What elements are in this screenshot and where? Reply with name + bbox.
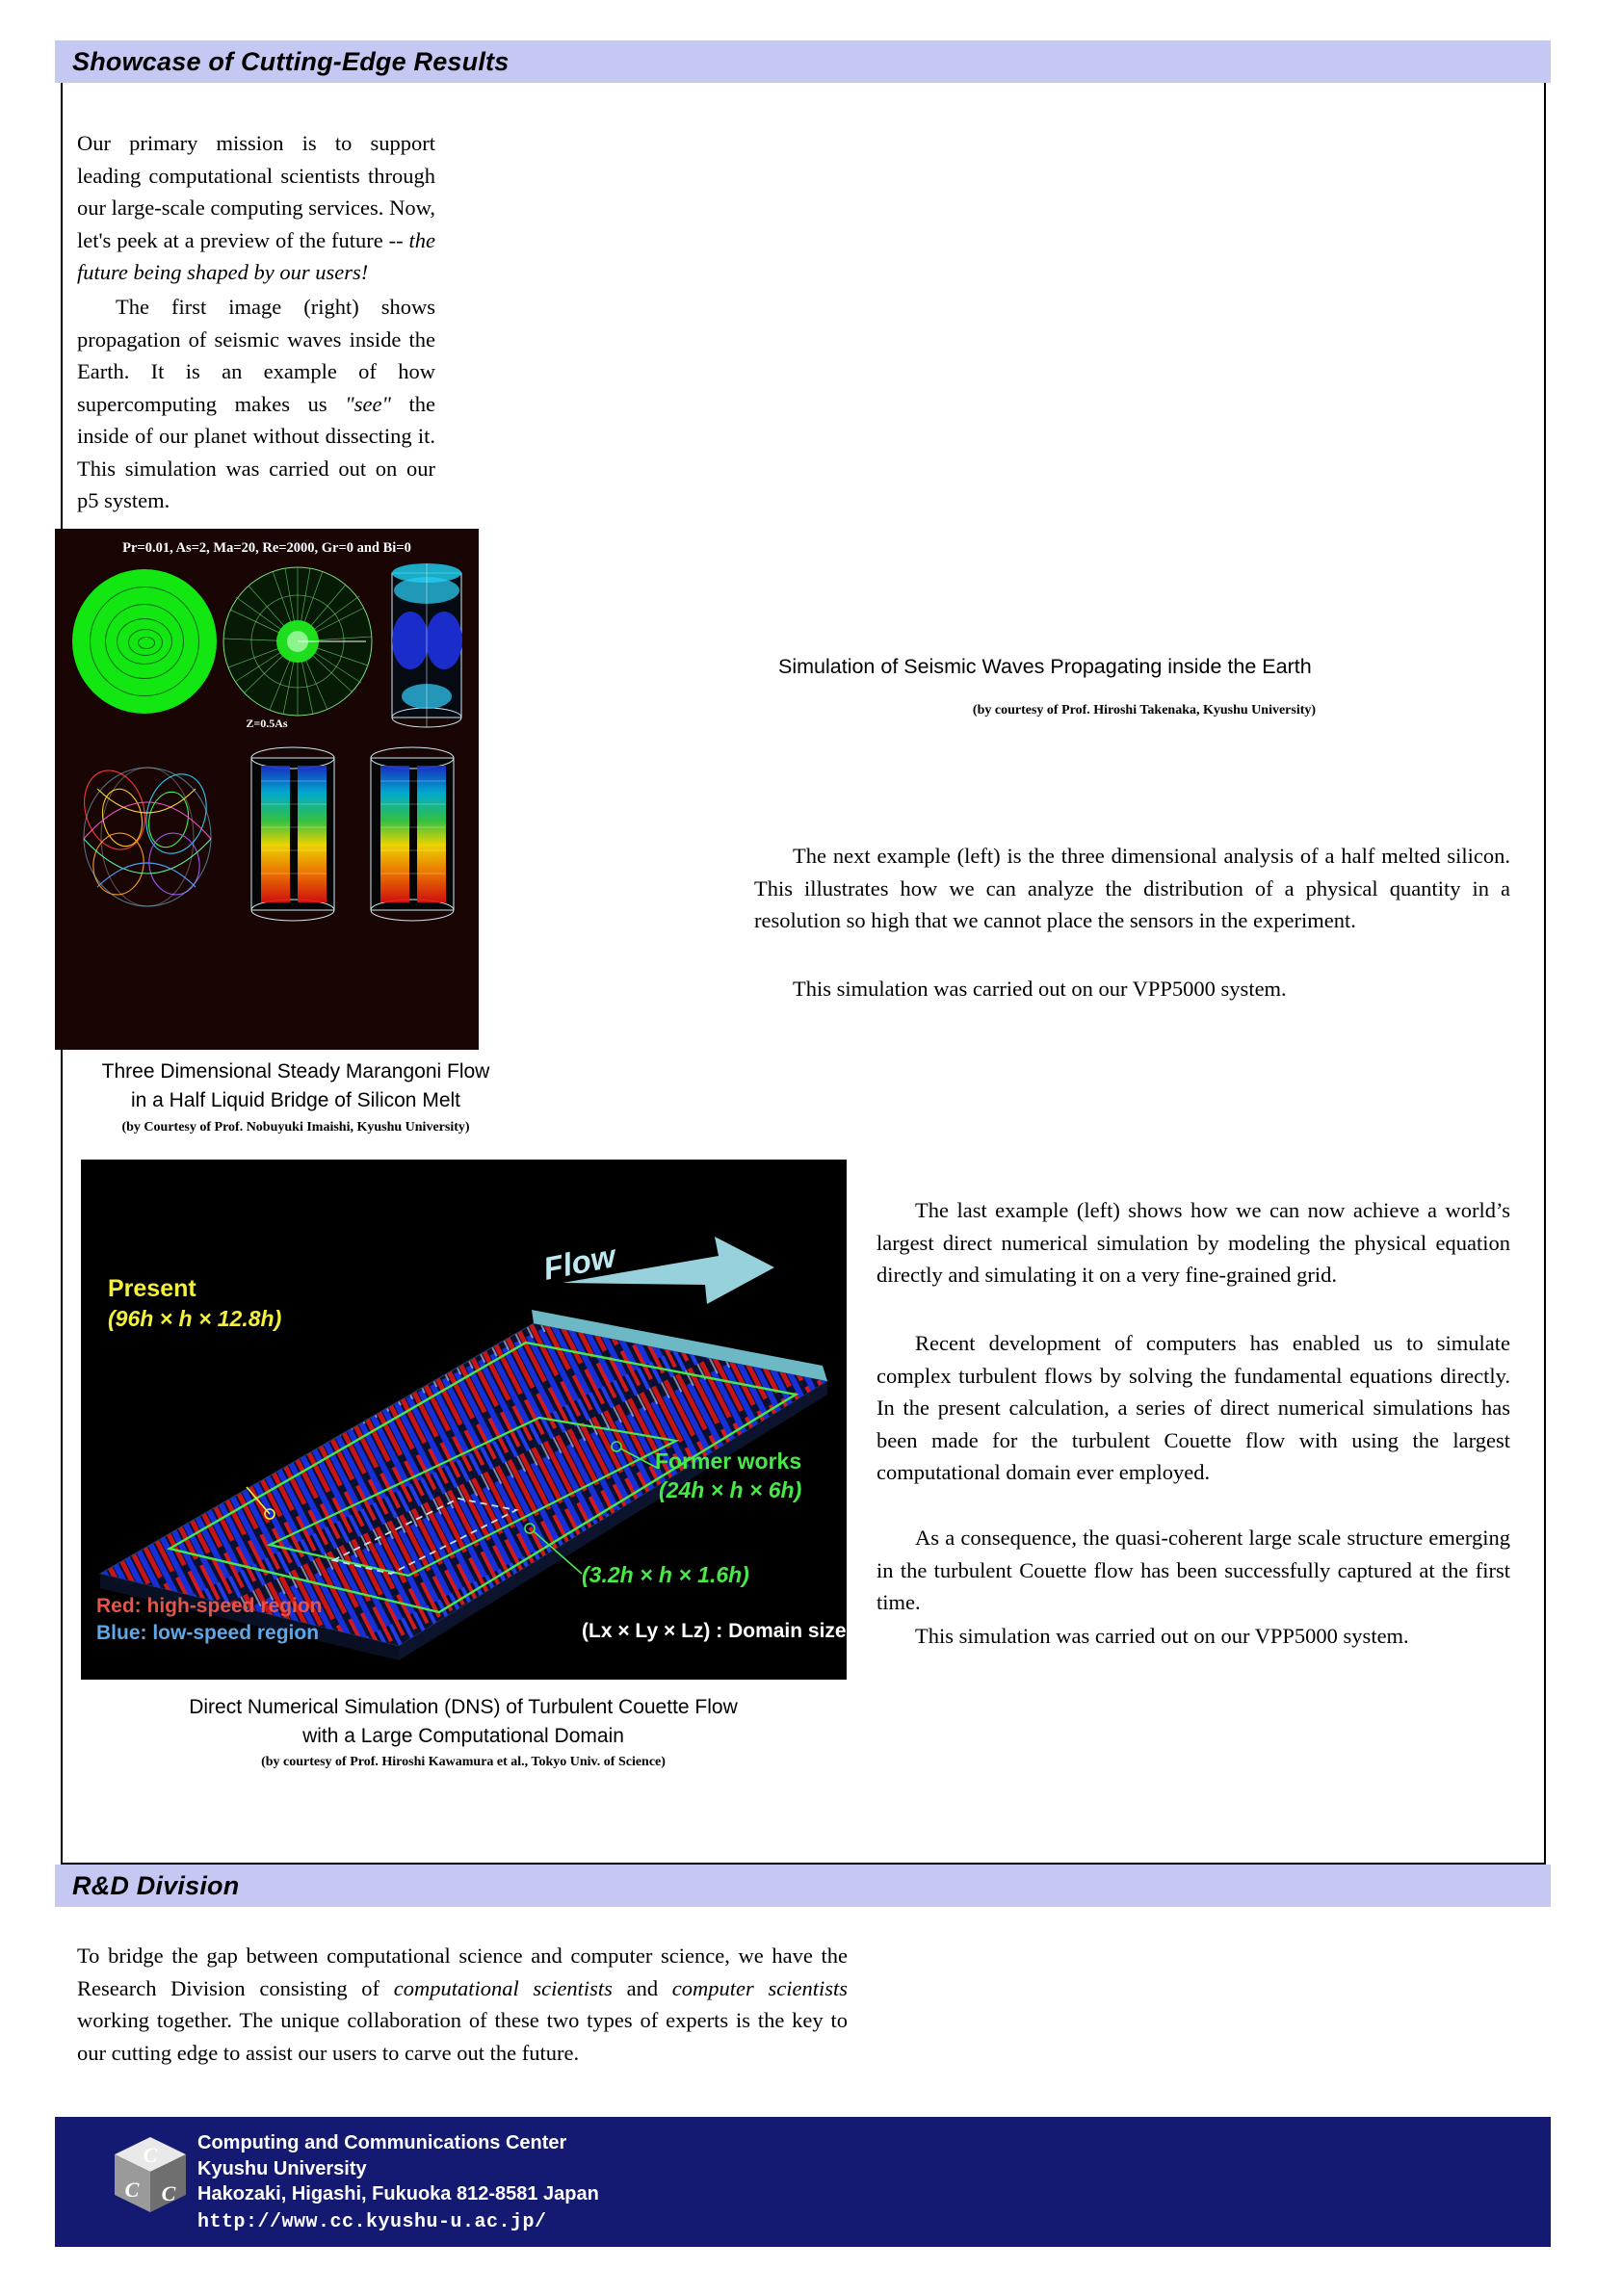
- dns-caption-line1: Direct Numerical Simulation (DNS) of Turbulent Couette Flow: [189, 1696, 738, 1718]
- svg-text:C: C: [161, 2181, 176, 2205]
- dns-domain-size-legend: (Lx × Ly × Lz) : Domain size: [582, 1620, 847, 1642]
- svg-text:C: C: [124, 2178, 140, 2202]
- svg-text:C: C: [143, 2143, 158, 2167]
- footer-url[interactable]: http://www.cc.kyushu-u.ac.jp/: [197, 2211, 547, 2233]
- marangoni-credit: (by Courtesy of Prof. Nobuyuki Imaishi, Kyushu University): [121, 1120, 470, 1135]
- dns-small-domain-dimensions: (3.2h × h × 1.6h): [582, 1562, 749, 1587]
- rnd-paragraph-a: To bridge the gap between computational science and computer science, we have the Research Division consisting of: [77, 1944, 848, 2000]
- marangoni-caption-line1: Three Dimensional Steady Marangoni Flow: [101, 1060, 490, 1083]
- footer-address: Hakozaki, Higashi, Fukuoka 812-8581 Japan: [197, 2183, 599, 2205]
- rnd-paragraph-italic-2: computer scientists: [671, 1975, 848, 2000]
- seismic-paragraph-tail: the inside of our planet without dissecting it. This simulation was carried out on our p5 system.: [77, 391, 435, 512]
- marangoni-parameter-header: Pr=0.01, As=2, Ma=20, Re=2000, Gr=0 and Bi=0: [122, 540, 411, 556]
- silicon-paragraph: The next example (left) is the three dimensional analysis of a half melted silicon. This illustrates how we can analyze the distribution of a physical quantity in a resolution so high that we cannot place the sensors in the experiment.: [754, 844, 1510, 932]
- dns-flow-label: Flow: [540, 1238, 618, 1287]
- dns-blue-legend: Blue: low-speed region: [96, 1622, 320, 1644]
- dns-red-legend: Red: high-speed region: [96, 1595, 323, 1617]
- seismic-paragraph-text: The first image (right) shows propagation of seismic waves inside the Earth. It is an example of how supercomputing makes us: [77, 295, 435, 416]
- intro-paragraph-text: Our primary mission is to support leading computational scientists through our large-scale computing services. Now, let's peek at a preview of the future --: [77, 131, 435, 252]
- rnd-band-title: R&D Division: [72, 1870, 240, 1900]
- dns-paragraph-2: Recent development of computers has enabled us to simulate complex turbulent flows by solving the fundamental equations directly. In the present calculation, a series of direct numerical simulations has been made for the turbulent Couette flow with using the largest computational domain ever employed.: [876, 1331, 1510, 1484]
- seismic-figure-credit: (by courtesy of Prof. Hiroshi Takenaka, Kyushu University): [972, 703, 1317, 718]
- seismic-paragraph: [77, 291, 435, 517]
- rnd-section-band: [55, 1865, 1551, 1907]
- dns-former-works-label: Former works: [655, 1448, 802, 1474]
- dns-present-label: Present: [108, 1275, 196, 1302]
- footer-center-name: Computing and Communications Center: [197, 2132, 567, 2153]
- seismic-paragraph-quote: "see": [345, 391, 391, 416]
- marangoni-streamline-panel: [68, 750, 227, 914]
- intro-paragraph: [77, 127, 435, 289]
- rnd-paragraph: [77, 1940, 848, 2069]
- dns-credit: (by courtesy of Prof. Hiroshi Kawamura et al., Tokyo Univ. of Science): [261, 1755, 666, 1769]
- marangoni-vector-cylinder-right: [355, 743, 469, 926]
- ccc-cube-logo: [111, 2133, 190, 2230]
- footer-university-name: Kyushu University: [197, 2157, 367, 2179]
- footer-address-block: [197, 2130, 599, 2207]
- marangoni-caption: [55, 1057, 536, 1115]
- rnd-paragraph-b: and: [612, 1975, 672, 2000]
- dns-couette-figure: [81, 1160, 847, 1680]
- marangoni-vector-cylinder-mid: [236, 743, 350, 926]
- dns-caption-line2: with a Large Computational Domain: [302, 1725, 624, 1747]
- marangoni-caption-line2: in a Half Liquid Bridge of Silicon Melt: [130, 1089, 460, 1111]
- dns-caption: [64, 1693, 863, 1751]
- dns-paragraph-3: As a consequence, the quasi-coherent large scale structure emerging in the turbulent Couette flow has been successfully captured at the first time.: [876, 1526, 1510, 1614]
- dns-present-dimensions: (96h × h × 12.8h): [108, 1306, 282, 1331]
- dns-paragraph-1: The last example (left) shows how we can now achieve a world’s largest direct numerical simulation by modeling the physical equation directly and simulating it on a very fine-grained grid.: [876, 1198, 1510, 1287]
- seismic-figure-caption: Simulation of Seismic Waves Propagating inside the Earth: [778, 655, 1312, 678]
- marangoni-flow-figure: [55, 529, 479, 1050]
- intro-paragraph-italic: the future being shaped by our users!: [77, 227, 435, 284]
- marangoni-radial-disc-panel: [222, 565, 374, 718]
- showcase-section-band: [55, 40, 1551, 83]
- dns-paragraph-4: This simulation was carried out on our VPP5000 system.: [915, 1624, 1409, 1648]
- rnd-paragraph-italic-1: computational scientists: [393, 1975, 613, 2000]
- right-border-rule: [1544, 75, 1546, 1865]
- page-footer: [55, 2117, 1551, 2247]
- silicon-system-paragraph: This simulation was carried out on our VPP5000 system.: [793, 977, 1287, 1001]
- rnd-paragraph-c: working together. The unique collaboration of these two types of experts is the key to our cutting edge to assist our users to carve out the future.: [77, 2008, 848, 2065]
- showcase-band-title: Showcase of Cutting-Edge Results: [72, 46, 510, 76]
- marangoni-z-label: Z=0.5As: [246, 717, 288, 730]
- dns-former-works-dimensions: (24h × h × 6h): [659, 1477, 802, 1502]
- marangoni-blue-cylinder-panel: [379, 561, 475, 730]
